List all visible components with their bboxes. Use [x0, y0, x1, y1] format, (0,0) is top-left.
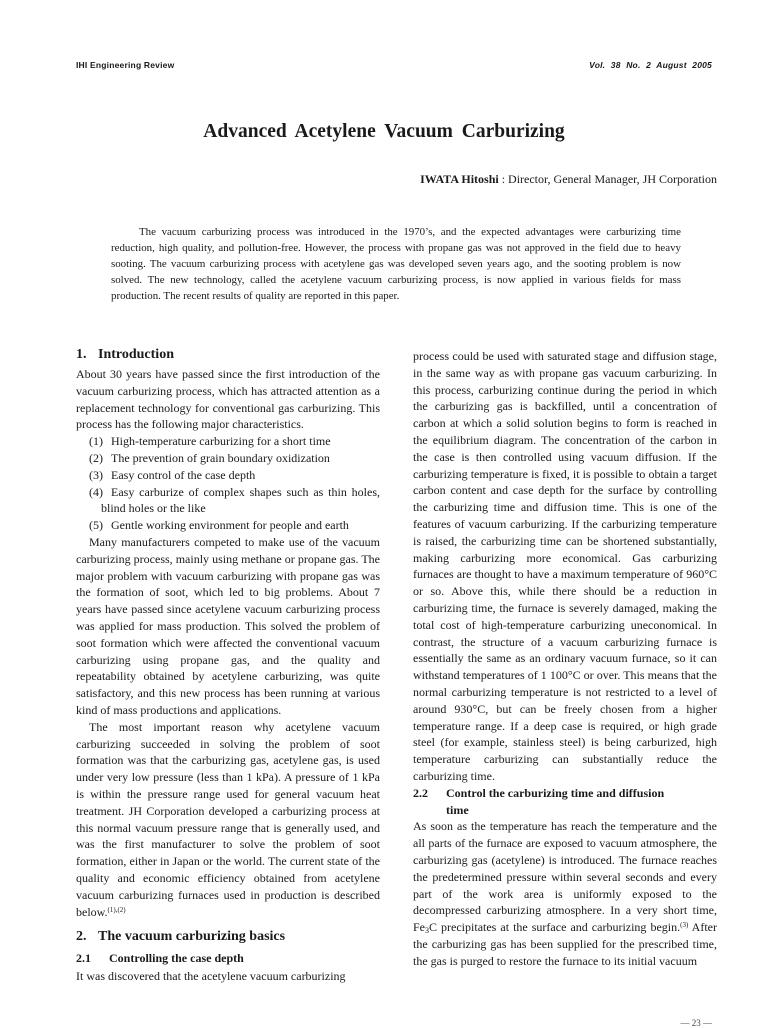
paragraph-text: After the carburizing gas has been supplied for the prescribed time, the gas is purged to restore the furnace to its initial vacuum	[413, 920, 718, 968]
subsection-title: Controlling the case depth	[109, 951, 244, 966]
paper-title: Advanced Acetylene Vacuum Carburizing	[203, 121, 565, 142]
list-text: Gentle working environment for people and earth	[111, 518, 349, 533]
subsection-number: 2.1	[76, 951, 91, 966]
subsection-title: Control the carburizing time and diffusion	[446, 785, 665, 800]
chemical-subscript: 3	[425, 926, 429, 936]
list-item	[76, 450, 380, 467]
paragraph	[76, 719, 380, 921]
list-text: High-temperature carburizing for a short time	[111, 434, 331, 449]
list-item	[76, 517, 380, 534]
reference-marker: (3)	[680, 921, 689, 930]
section-heading-basics	[76, 928, 380, 946]
abstract: The vacuum carburizing process was introduced in the 1970’s, and the expected advantages were carburizing time reduction, high quality, and pollution-free. However, the process with propane gas was not approved in the field due to heavy sooting. The vacuum carburizing process with acetylene gas was developed seven years ago, and the sooting problem is now solved. The new technology, called the acetylene vacuum carburizing process, is now applied in various fields for mass production. The recent results of quality are reported in this paper.	[111, 226, 681, 302]
paragraph-text: The most important reason why acetylene vacuum carburizing succeeded in solving the problem of soot formation was that the carburizing gas, acetylene gas, is used under very low pressure (less than 1 kPa). A pressure of 1 kPa is within the pressure range used for general vacuum heat treatment. JH Corporation developed a carburizing process at this normal vacuum pressure range that is generally used, and was the first manufacturer to solve the problem of soot formation, either in Japan or the world. The current state of the quality and economic efficiency obtained from acetylene vacuum carburizing furnaces used in production is described below.	[76, 719, 380, 919]
paragraph-text: C precipitates at the surface and carburizing begin.	[429, 920, 681, 935]
paragraph: About 30 years have passed since the first introduction of the vacuum carburizing process, which has attracted attention as a replacement technology for conventional gas carburizing. This process has the following major characteristics.	[76, 367, 380, 432]
paragraph-text: As soon as the temperature has reach the temperature and the all parts of the furnace are exposed to vacuum atmosphere, the carburizing gas (acetylene) is introduced. The furnace reaches the predetermined pressure within several seconds and every part of the work area is uniformly exposed to the decompressed carburizing atmosphere. In a very short time, Fe	[413, 819, 717, 935]
list-item	[76, 433, 380, 450]
list-text: The prevention of grain boundary oxidization	[111, 450, 330, 465]
section-heading-introduction	[76, 346, 380, 364]
list-number: (2)	[89, 450, 103, 465]
list-number: (4)	[89, 484, 103, 499]
right-column	[413, 348, 717, 969]
left-column	[76, 346, 380, 985]
subsection-heading-case-depth	[76, 950, 380, 967]
list-text: Easy carburize of complex shapes such as thin holes, blind holes or the like	[101, 484, 380, 516]
list-text: Easy control of the case depth	[111, 467, 256, 482]
subsection-heading-carburizing-time	[413, 785, 717, 819]
paragraph: process could be used with saturated stage and diffusion stage, in the same way as with propane gas vacuum carburizing. In this process, carburizing continue during the period in which the carburizing gas is backfilled, until a concentration of carbon at which a solid solution begins to form is reached in the equilibrium diagram. The concentration of the carbon in the case is then controlled using vacuum diffusion. If the carburizing temperature is fixed, it is possible to obtain a target carbon content and case depth for the surface by controlling the carburizing time and diffusion time. This is one of the features of vacuum carburizing. If the carburizing temperature is raised, the carburizing time can be shortened substantially, making carburizing more economical. Gas carburizing furnaces are thought to have a maximum temperature of 960°C or so. Above this, while there should be a reduction in carburizing time, the furnace is severely damaged, making the total cost of high-temperature carburizing uneconomical. In contrast, the structure of a vacuum carburizing furnace is essentially the same as an ordinary vacuum furnace, so it can withstand temperatures of 1 100°C or over. This means that the normal carburizing temperature is not restricted to a level of around 930°C, but can be freely chosen from a higher temperature range. If a deep case is required, or high grade steel (for example, stainless steel) is being carburized, high temperature carburizing can substantially reduce the carburizing time.	[413, 349, 717, 783]
section-number: 1.	[76, 347, 87, 362]
list-number: (1)	[89, 434, 103, 449]
section-title: Introduction	[98, 347, 174, 362]
list-item	[76, 484, 380, 518]
paragraph	[413, 818, 717, 969]
author-name: IWATA Hitoshi	[420, 172, 499, 186]
list-number: (3)	[89, 467, 103, 482]
paragraph: Many manufacturers competed to make use of the vacuum carburizing process, mainly using methane or propane gas. The major problem with vacuum carburizing with propane gas was the formation of soot, which led to big problems. About 7 years have passed since acetylene vacuum carburizing process was applied for mass production. This solved the problem of soot formation which were affected the conventional vacuum carburizing using propane gas, and the quality and repeatability obtained by acetylene carburizing, was quite satisfactory, and this new process has been running at various kind of mass productions and applications.	[76, 534, 380, 717]
paragraph: It was discovered that the acetylene vacuum carburizing	[76, 969, 346, 984]
issue-info: Vol. 38 No. 2 August 2005	[589, 60, 712, 70]
author-affiliation: : Director, General Manager, JH Corporation	[498, 172, 717, 186]
section-number: 2.	[76, 929, 87, 945]
subsection-title-continued: time	[446, 802, 469, 817]
subsection-number: 2.2	[413, 785, 428, 800]
list-number: (5)	[89, 518, 103, 533]
reference-marker: (1),(2)	[107, 905, 126, 914]
list-item	[76, 467, 380, 484]
section-title: The vacuum carburizing basics	[98, 929, 286, 945]
journal-name: IHI Engineering Review	[76, 60, 175, 70]
page-number: — 23 —	[680, 1018, 712, 1028]
author-line	[420, 172, 717, 187]
characteristics-list	[76, 433, 380, 534]
